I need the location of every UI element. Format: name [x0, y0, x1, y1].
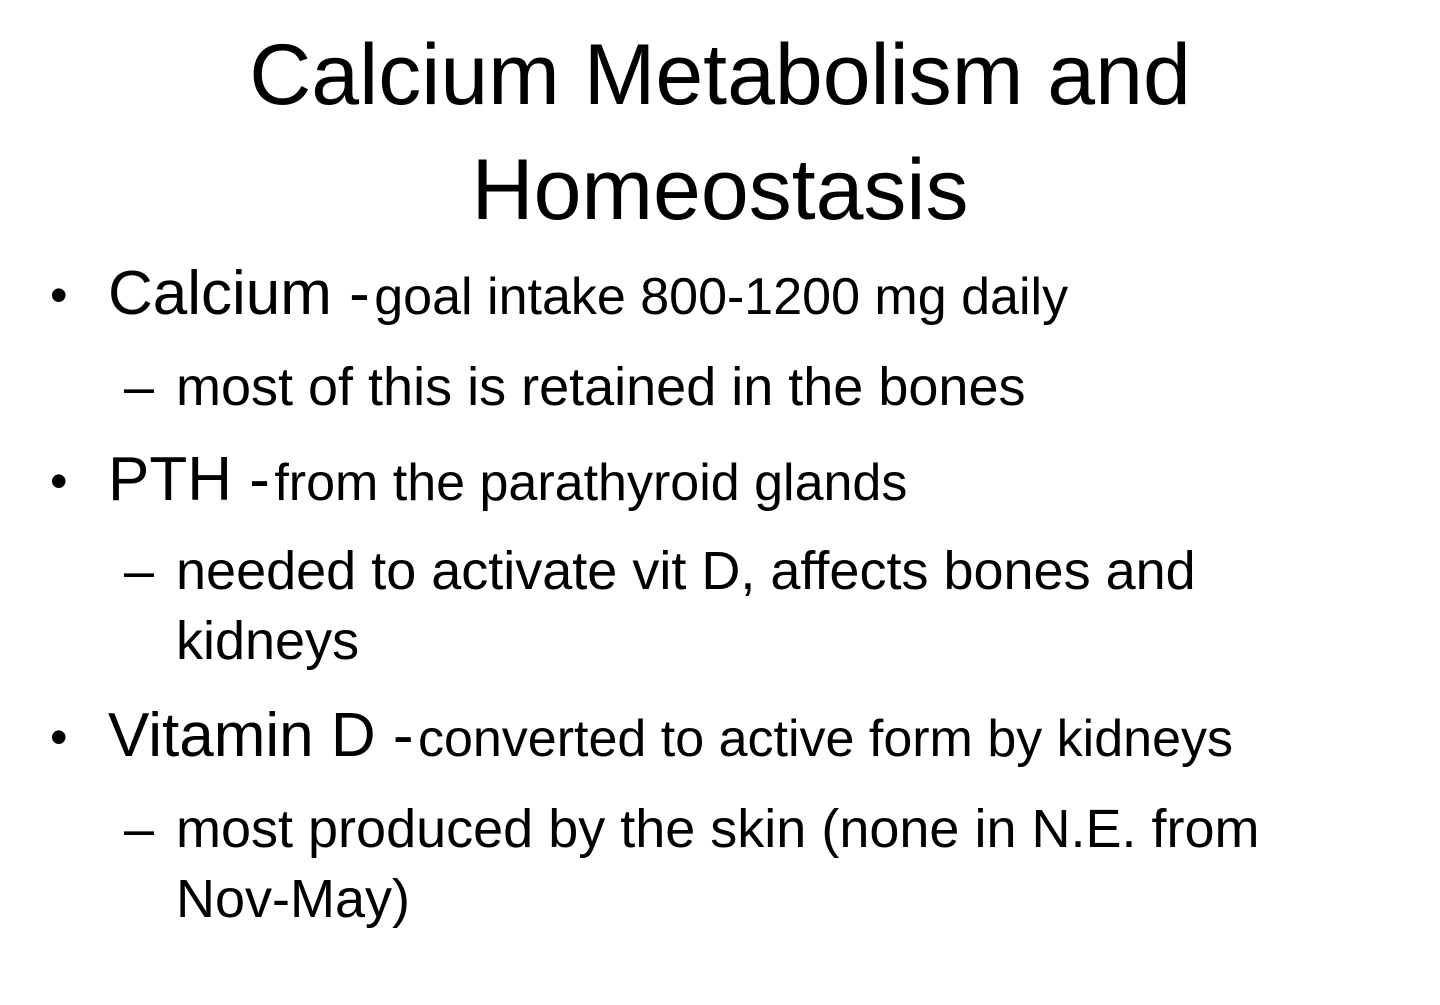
bullet-detail: goal intake 800-1200 mg daily — [374, 268, 1069, 326]
dash-marker: – — [124, 541, 155, 601]
bullet-detail: from the parathyroid glands — [274, 454, 908, 512]
sub-bullet-line: most produced by the skin (none in N.E. from — [176, 799, 1260, 859]
slide-title — [0, 18, 1440, 248]
sub-bullet-text — [176, 794, 1416, 934]
dash-marker: – — [124, 799, 155, 859]
sub-bullet-line: Nov-May) — [176, 869, 411, 929]
bullet-text — [108, 700, 1233, 771]
sub-bullet-text — [176, 352, 1416, 422]
bullet-marker: • — [50, 267, 68, 323]
sub-bullet-text — [176, 536, 1416, 676]
bullet-text — [108, 258, 1068, 329]
bullet-detail: converted to active form by kidneys — [417, 710, 1233, 768]
bullet-text — [108, 444, 907, 515]
sub-bullet-line: kidneys — [176, 611, 360, 671]
bullet-marker: • — [50, 709, 68, 765]
title-line-2: Homeostasis — [471, 142, 969, 238]
sub-bullet-line: most of this is retained in the bones — [176, 357, 1026, 417]
bullet-term: PTH - — [108, 445, 270, 514]
bullet-term: Vitamin D - — [108, 701, 414, 770]
sub-bullet-line: needed to activate vit D, affects bones and — [176, 541, 1196, 601]
title-line-1: Calcium Metabolism and — [249, 27, 1191, 123]
bullet-marker: • — [50, 453, 68, 509]
dash-marker: – — [124, 357, 155, 417]
bullet-term: Calcium - — [108, 259, 370, 328]
